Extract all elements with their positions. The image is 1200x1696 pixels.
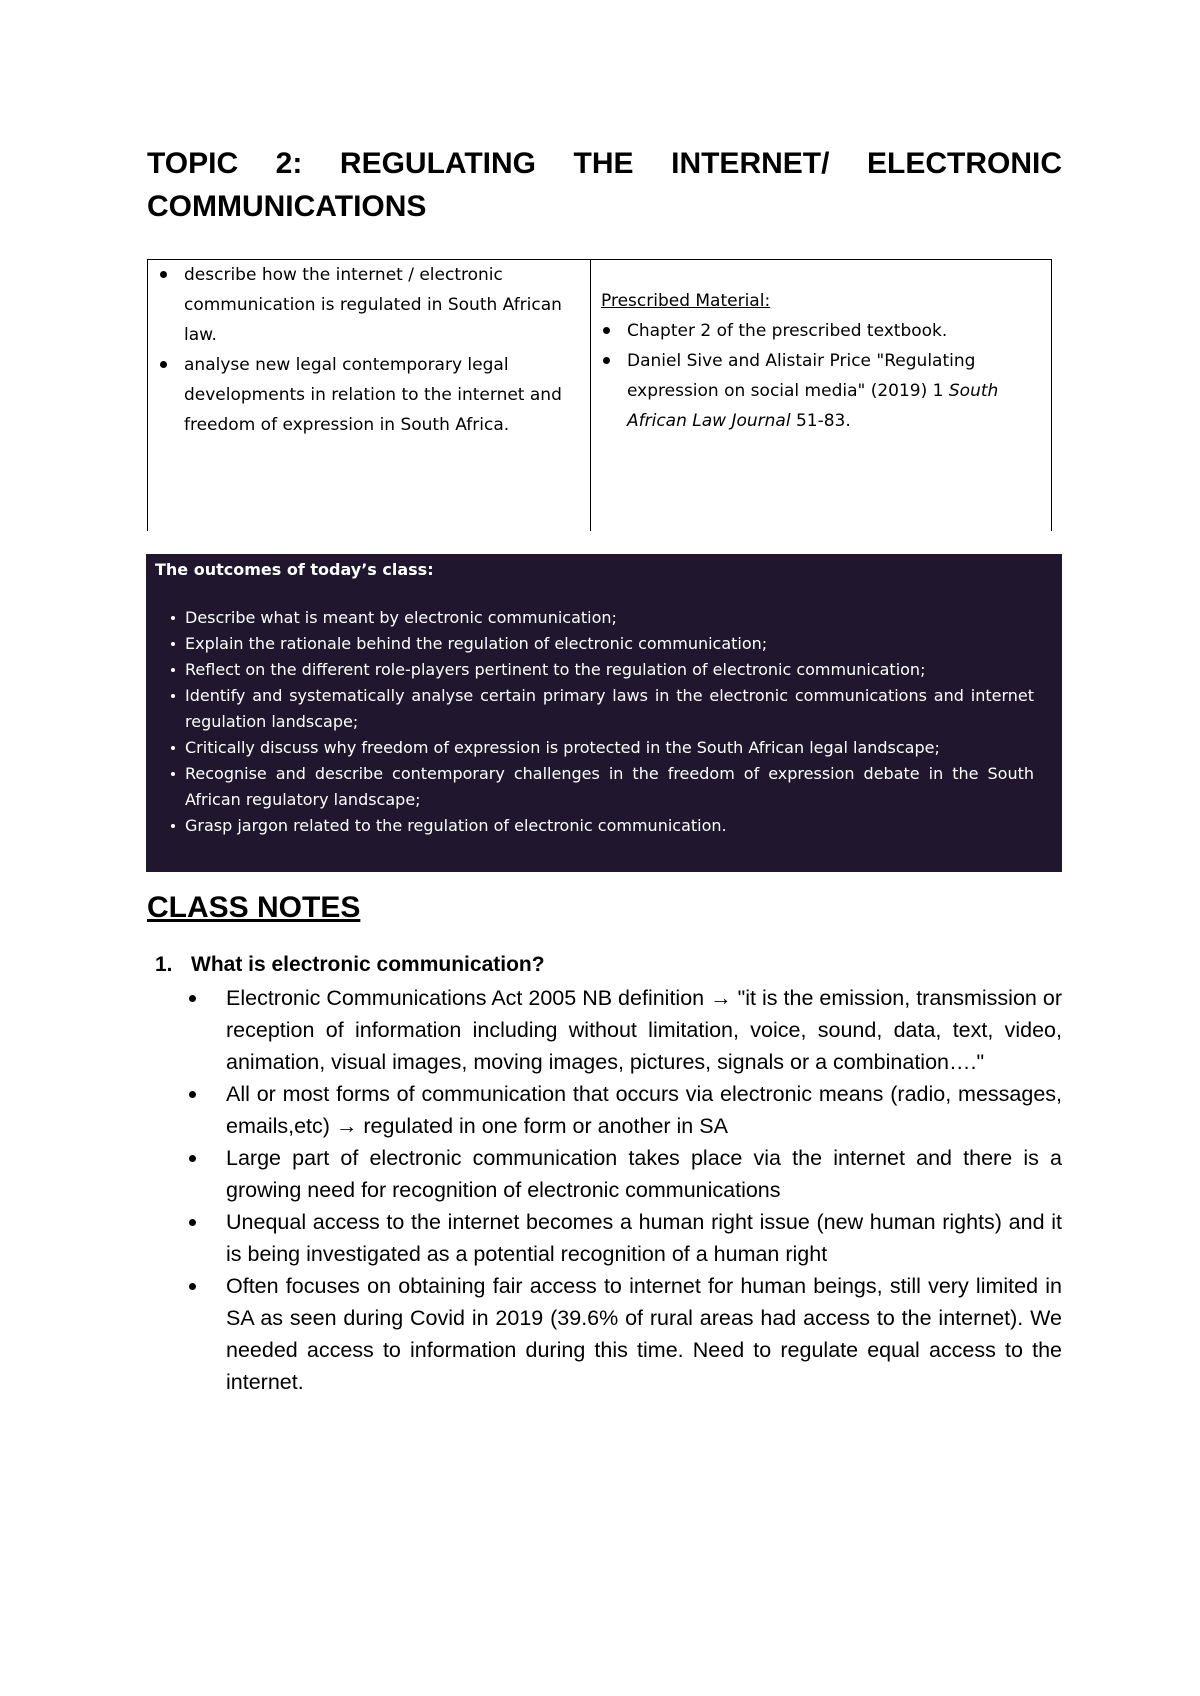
- note-text: "it is the emission, transmission or reception of information including without limitation, voice, sound, data, text, video, animation, visual images, moving images, pictures, signals or a combination….": [226, 986, 1062, 1074]
- note-text: Electronic Communications Act 2005 NB definition: [226, 986, 711, 1010]
- outcomes-list: [155, 605, 1034, 839]
- journal-title: South African Law Journal: [627, 381, 999, 431]
- prescribed-item: [601, 346, 1041, 436]
- outcome-item: Identify and systematically analyse certain primary laws in the electronic communications and internet regulation landscape;: [155, 683, 1034, 735]
- prescribed-material-list: [601, 316, 1041, 436]
- outcomes-box: [146, 554, 1062, 872]
- note-text: All or most forms of communication that occurs via electronic means (radio, messages, emails,etc): [226, 1082, 1062, 1138]
- prescribed-material-cell: [591, 260, 1051, 531]
- note-item: [186, 1078, 1062, 1142]
- objective-item: describe how the internet / electronic communication is regulated in South African law.: [158, 260, 580, 350]
- outcome-item: Describe what is meant by electronic communication;: [155, 605, 1034, 631]
- outcome-item: Recognise and describe contemporary challenges in the freedom of expression debate in the South African regulatory landscape;: [155, 761, 1034, 813]
- section-title: What is electronic communication?: [191, 953, 545, 976]
- note-text: regulated in one form or another in SA: [357, 1114, 728, 1138]
- section-number: 1.: [155, 953, 173, 976]
- page-title: TOPIC 2: REGULATING THE INTERNET/ ELECTRONIC COMMUNICATIONS: [147, 147, 1062, 223]
- class-notes-heading: CLASS NOTES: [147, 891, 361, 924]
- citation-pages: 51-83.: [790, 411, 851, 431]
- section-heading: [155, 950, 545, 980]
- prescribed-item: Chapter 2 of the prescribed textbook.: [601, 316, 1041, 346]
- learning-objectives-list: [158, 260, 580, 440]
- outcome-item: Grasp jargon related to the regulation of electronic communication.: [155, 813, 1034, 839]
- outcome-item: Reflect on the different role-players pertinent to the regulation of electronic communication;: [155, 657, 1034, 683]
- note-item: [186, 982, 1062, 1078]
- note-item: Often focuses on obtaining fair access to internet for human beings, still very limited in SA as seen during Covid in 2019 (39.6% of rural areas had access to the internet). We needed access to information during this time. Need to regulate equal access to the internet.: [186, 1270, 1062, 1398]
- learning-objectives-cell: [148, 260, 591, 531]
- note-item: Large part of electronic communication takes place via the internet and there is a growing need for recognition of electronic communications: [186, 1142, 1062, 1206]
- objective-item: analyse new legal contemporary legal developments in relation to the internet and freedom of expression in South Africa.: [158, 350, 580, 440]
- arrow-icon: →: [710, 986, 732, 1010]
- objectives-table: [147, 259, 1052, 531]
- prescribed-material-heading: Prescribed Material:: [601, 291, 771, 311]
- outcome-item: Explain the rationale behind the regulation of electronic communication;: [155, 631, 1034, 657]
- note-item: Unequal access to the internet becomes a human right issue (new human rights) and it is being investigated as a potential recognition of a human right: [186, 1206, 1062, 1270]
- outcome-item: Critically discuss why freedom of expression is protected in the South African legal landscape;: [155, 735, 1034, 761]
- class-notes-list: [186, 982, 1062, 1398]
- citation-text: Daniel Sive and Alistair Price "Regulating expression on social media" (2019) 1: [627, 351, 976, 401]
- arrow-icon: →: [335, 1114, 358, 1138]
- outcomes-title: The outcomes of today’s class:: [155, 560, 434, 579]
